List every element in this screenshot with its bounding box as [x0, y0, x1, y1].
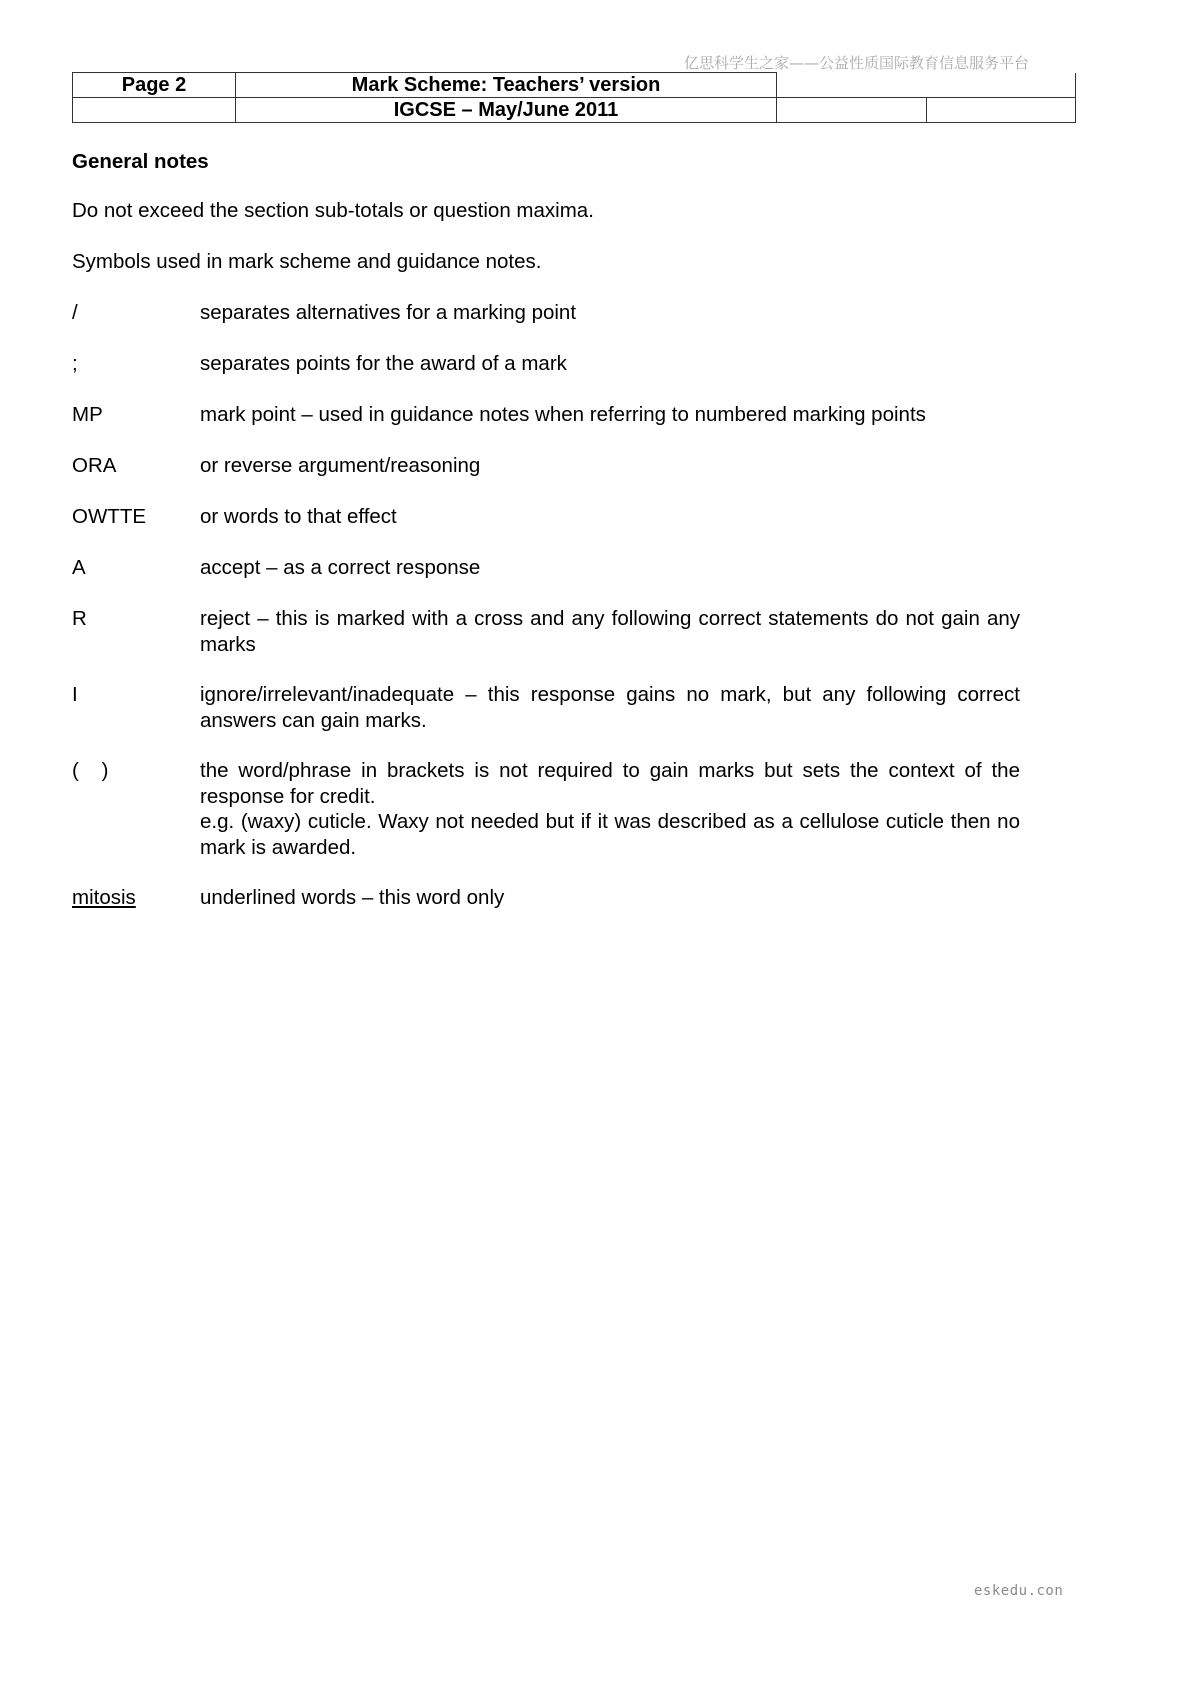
- symbol-description-block: [200, 758, 1020, 860]
- watermark-top: 亿思科学生之家——公益性质国际教育信息服务平台: [684, 54, 1030, 72]
- symbol-description: accept – as a correct response: [200, 556, 481, 579]
- symbol-label: OWTTE: [72, 505, 147, 528]
- symbol-description: ignore/irrelevant/inadequate – this response gains no mark, but any following correct answers can gain marks.: [200, 683, 1020, 732]
- symbol-label: R: [72, 607, 87, 630]
- header-cell-blank: [777, 73, 927, 98]
- symbol-description: mark point – used in guidance notes when referring to numbered marking points: [200, 403, 926, 426]
- symbol-label: I: [72, 683, 78, 706]
- symbol-description: or words to that effect: [200, 505, 397, 528]
- symbol-label: /: [72, 301, 78, 324]
- symbol-label: A: [72, 556, 86, 579]
- header-row-1: [73, 73, 1076, 98]
- header-cell-blank: [73, 98, 236, 123]
- header-cell-blank: [926, 73, 1076, 98]
- symbol-label: ;: [72, 352, 78, 375]
- symbols-intro-text: Symbols used in mark scheme and guidance notes.: [72, 250, 542, 273]
- symbol-label: ( ): [72, 759, 109, 782]
- header-title: Mark Scheme: Teachers’ version: [236, 73, 777, 98]
- symbol-description-example: e.g. (waxy) cuticle. Waxy not needed but if it was described as a cellulose cuticle then no mark is awarded.: [200, 810, 1020, 859]
- symbol-description: the word/phrase in brackets is not required to gain marks but sets the context of the response for credit.: [200, 759, 1020, 808]
- watermark-bottom: eskedu.con: [974, 1583, 1064, 1599]
- symbol-description: reject – this is marked with a cross and any following correct statements do not gain any marks: [200, 607, 1020, 656]
- symbol-description: separates points for the award of a mark: [200, 352, 567, 375]
- instruction-text: Do not exceed the section sub-totals or question maxima.: [72, 199, 594, 222]
- symbol-description: or reverse argument/reasoning: [200, 454, 481, 477]
- section-heading: General notes: [72, 150, 209, 173]
- symbol-label: ORA: [72, 454, 117, 477]
- header-subtitle: IGCSE – May/June 2011: [236, 98, 777, 123]
- symbol-label: MP: [72, 403, 103, 426]
- symbol-description: separates alternatives for a marking point: [200, 301, 577, 324]
- header-page-number: Page 2: [73, 73, 236, 98]
- symbol-label: mitosis: [72, 886, 136, 909]
- header-cell-blank: [926, 98, 1076, 123]
- symbol-description: underlined words – this word only: [200, 886, 505, 909]
- header-cell-blank: [777, 98, 927, 123]
- header-table: [72, 72, 1076, 123]
- header-row-2: [73, 98, 1076, 123]
